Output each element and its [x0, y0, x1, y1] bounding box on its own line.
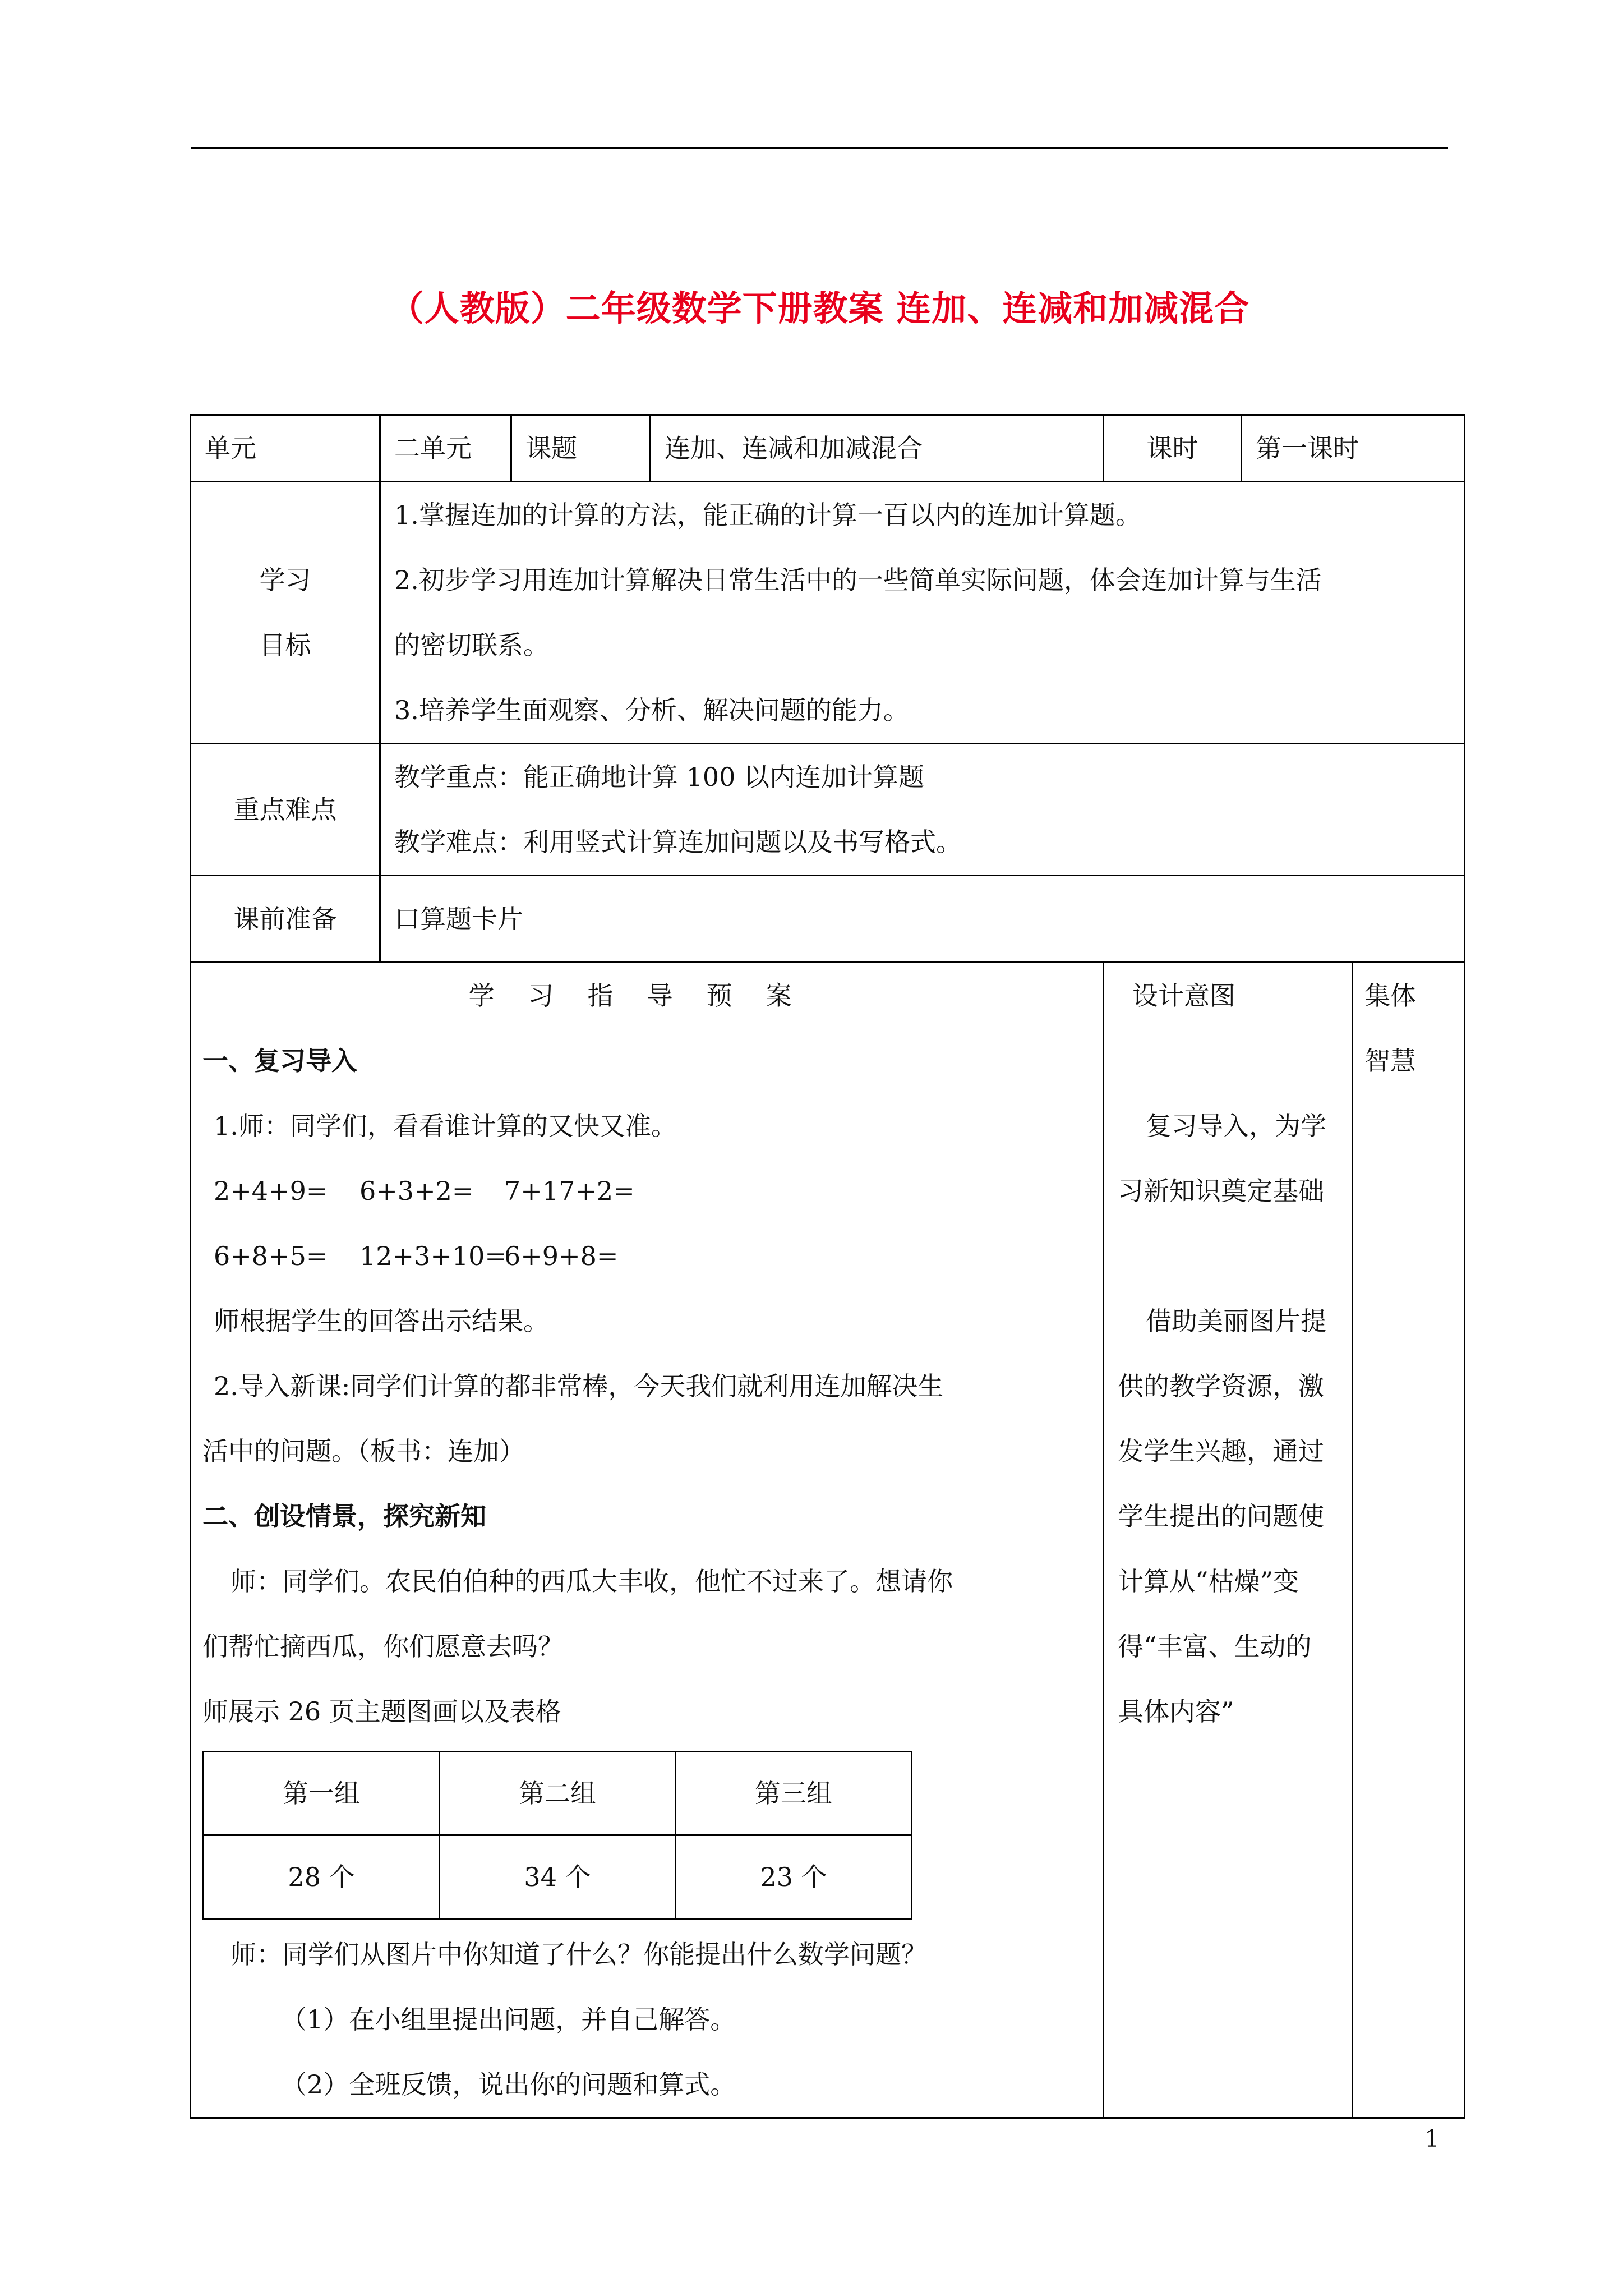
- expression: 7+17+2=: [504, 1176, 635, 1206]
- groups-value-row: [204, 1835, 912, 1919]
- keypoints-content: [380, 744, 1465, 876]
- goal-item-1: 1.掌握连加的计算的方法，能正确的计算一百以内的连加计算题。: [394, 500, 1141, 530]
- expression-row-1: [202, 1158, 1091, 1223]
- expression: 2+4+9=: [214, 1176, 328, 1206]
- goal-item-3: 3.培养学生面观察、分析、解决问题的能力。: [394, 695, 909, 725]
- page-number: 1: [1424, 2125, 1440, 2152]
- document-title: （人教版）二年级数学下册教案 连加、连减和加减混合: [389, 288, 1250, 329]
- topic-label: 课题: [511, 415, 651, 482]
- unit-value: 二单元: [380, 415, 511, 482]
- expression: 12+3+10=: [359, 1241, 506, 1271]
- preparation-label: 课前准备: [191, 876, 380, 963]
- review-line-1: 1.师：同学们，看看谁计算的又快又准。: [214, 1111, 677, 1141]
- review-line-4: 活中的问题。（板书：连加）: [202, 1436, 525, 1466]
- topic-value: 连加、连减和加减混合: [651, 415, 1104, 482]
- intent-line: 复习导入，为学: [1146, 1111, 1326, 1141]
- keypoints-label: 重点难点: [191, 744, 380, 876]
- plan-header: 学习指导预案: [468, 981, 826, 1011]
- group-value: 23 个: [676, 1835, 912, 1919]
- group-header: 第一组: [204, 1752, 440, 1835]
- goals-label: [191, 482, 380, 744]
- goals-label-line1: 学习: [259, 565, 311, 595]
- spacer: [1118, 1028, 1340, 1093]
- goals-label-line2: 目标: [259, 630, 311, 660]
- intent-line: [1118, 1223, 1340, 1289]
- header-rule: [191, 147, 1448, 149]
- expression: 6+3+2=: [359, 1176, 474, 1206]
- explore-line-5: （1）在小组里提出问题，并自己解答。: [281, 2004, 736, 2035]
- plan-content: [191, 963, 1104, 2118]
- plan-row: [191, 963, 1465, 2118]
- goals-content: [380, 482, 1465, 744]
- section-explore-heading: 二、创设情景，探究新知: [202, 1501, 486, 1531]
- watermelon-groups-table: [202, 1751, 912, 1920]
- explore-line-4: 师：同学们从图片中你知道了什么？你能提出什么数学问题？: [230, 1939, 927, 1970]
- explore-line-1: 师：同学们。农民伯伯种的西瓜大丰收，他忙不过来了。想请你: [230, 1566, 953, 1596]
- collective-wisdom-column: [1353, 963, 1465, 2118]
- expression: 6+8+5=: [214, 1241, 328, 1271]
- lesson-plan-table: [190, 414, 1465, 2119]
- design-intent-header: 设计意图: [1132, 981, 1235, 1011]
- intent-line: 习新知识奠定基础: [1118, 1176, 1324, 1206]
- intent-line: 供的教学资源，激: [1118, 1371, 1324, 1401]
- goal-item-2: 2.初步学习用连加计算解决日常生活中的一些简单实际问题，体会连加计算与生活: [394, 565, 1322, 595]
- intent-line: 得“丰富、生动的: [1118, 1631, 1312, 1662]
- preparation-value: 口算题卡片: [380, 876, 1465, 963]
- expression-row-2: [202, 1223, 1091, 1289]
- intent-line: 学生提出的问题使: [1118, 1501, 1324, 1531]
- review-line-2: 师根据学生的回答出示结果。: [214, 1306, 549, 1336]
- section-review-heading: 一、复习导入: [202, 1046, 357, 1076]
- explore-line-3: 师展示 26 页主题图画以及表格: [202, 1696, 561, 1727]
- teaching-focus: 教学重点：能正确地计算 100 以内连加计算题: [394, 762, 925, 792]
- group-header: 第二组: [440, 1752, 676, 1835]
- group-header: 第三组: [676, 1752, 912, 1835]
- teaching-difficulty: 教学难点：利用竖式计算连加问题以及书写格式。: [394, 827, 962, 857]
- explore-line-2: 们帮忙摘西瓜，你们愿意去吗？: [202, 1631, 564, 1662]
- intent-line: 具体内容”: [1118, 1696, 1234, 1727]
- review-line-3: 2.导入新课:同学们计算的都非常棒，今天我们就利用连加解决生: [214, 1371, 944, 1401]
- intent-line: 发学生兴趣，通过: [1118, 1436, 1324, 1466]
- info-row: [191, 415, 1465, 482]
- intent-line: 借助美丽图片提: [1146, 1306, 1326, 1336]
- group-value: 28 个: [204, 1835, 440, 1919]
- group-value: 34 个: [440, 1835, 676, 1919]
- design-intent-column: [1104, 963, 1353, 2118]
- intent-line: 计算从“枯燥”变: [1118, 1566, 1299, 1596]
- wisdom-header-line2: 智慧: [1364, 1046, 1416, 1076]
- preparation-row: [191, 876, 1465, 963]
- expression: 6+9+8=: [504, 1241, 619, 1271]
- wisdom-header-line1: 集体: [1364, 981, 1416, 1011]
- groups-header-row: [204, 1752, 912, 1835]
- goal-item-2-cont: 的密切联系。: [394, 630, 549, 660]
- period-value: 第一课时: [1242, 415, 1465, 482]
- explore-line-6: （2）全班反馈，说出你的问题和算式。: [281, 2069, 736, 2100]
- keypoints-row: [191, 744, 1465, 876]
- period-label: 课时: [1104, 415, 1242, 482]
- goals-row: [191, 482, 1465, 744]
- unit-label: 单元: [191, 415, 380, 482]
